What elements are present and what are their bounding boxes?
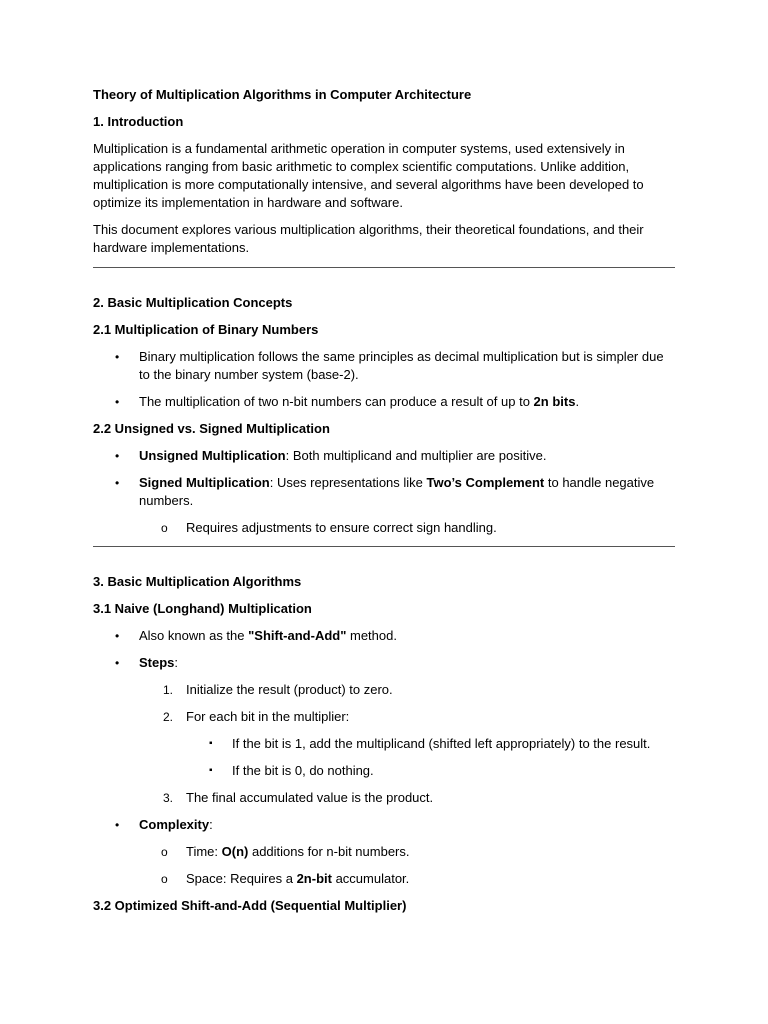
intro-paragraph-2: This document explores various multiplication algorithms, their theoretical foundations, and their hardware implementations. <box>93 222 644 255</box>
list-item: • The multiplication of two n-bit numbers can produce a result of up to 2n bits. <box>115 394 580 409</box>
step-number: 3. <box>163 791 174 805</box>
list-item: • Unsigned Multiplication: Both multiplicand and multiplier are positive. <box>115 448 547 463</box>
list-item: o Requires adjustments to ensure correct sign handling. <box>161 520 497 535</box>
list-item: o Space: Requires a 2n-bit accumulator. <box>161 871 410 886</box>
list-item: • Signed Multiplication: Uses representations like Two’s Complement to handle negative numbers. <box>115 475 655 508</box>
list-item: • Complexity: <box>115 817 213 832</box>
bullet-icon: • <box>115 395 120 409</box>
list-item: • Also known as the "Shift-and-Add" method. <box>115 628 397 643</box>
step-number: 1. <box>163 683 174 697</box>
intro-paragraph-1: Multiplication is a fundamental arithmetic operation in computer systems, used extensively in applications ranging from basic arithmetic to complex scientific computations. Unlike addition, multiplication is more computationally intensive, and several algorithms have been developed to optimize its implementation in hardware and software. <box>93 141 644 210</box>
sub-bullet-icon: o <box>161 872 168 886</box>
square-bullet-icon: ▪ <box>209 738 213 749</box>
sub-bullet-icon: o <box>161 521 168 535</box>
heading-basic-concepts: 2. Basic Multiplication Concepts <box>93 295 293 310</box>
section-divider <box>93 267 675 268</box>
section-divider <box>93 546 675 547</box>
list-item: ▪ If the bit is 1, add the multiplicand (shifted left appropriately) to the result. <box>209 736 651 751</box>
document-title: Theory of Multiplication Algorithms in Computer Architecture <box>93 87 472 102</box>
heading-unsigned-vs-signed: 2.2 Unsigned vs. Signed Multiplication <box>93 421 330 436</box>
numbered-step: 3. The final accumulated value is the product. <box>163 790 434 805</box>
heading-basic-algorithms: 3. Basic Multiplication Algorithms <box>93 574 302 589</box>
heading-naive-multiplication: 3.1 Naive (Longhand) Multiplication <box>93 601 312 616</box>
list-item: • Binary multiplication follows the same principles as decimal multiplication but is simpler due to the binary number system (base-2). <box>115 349 664 382</box>
step-number: 2. <box>163 710 174 724</box>
heading-optimized-shift-add: 3.2 Optimized Shift-and-Add (Sequential Multiplier) <box>93 898 407 913</box>
bullet-icon: • <box>115 449 120 463</box>
list-item: • Steps: <box>115 655 179 670</box>
sub-bullet-icon: o <box>161 845 168 859</box>
heading-binary-numbers: 2.1 Multiplication of Binary Numbers <box>93 322 319 337</box>
heading-introduction: 1. Introduction <box>93 114 184 129</box>
bullet-icon: • <box>115 656 120 670</box>
bullet-icon: • <box>115 818 120 832</box>
list-item: o Time: O(n) additions for n-bit numbers. <box>161 844 410 859</box>
square-bullet-icon: ▪ <box>209 765 213 776</box>
numbered-step: 2. For each bit in the multiplier: <box>163 709 350 724</box>
document-body <box>93 86 675 915</box>
numbered-step: 1. Initialize the result (product) to zero. <box>163 682 393 697</box>
list-item: ▪ If the bit is 0, do nothing. <box>209 763 374 778</box>
bullet-icon: • <box>115 629 120 643</box>
bullet-icon: • <box>115 350 120 364</box>
bullet-icon: • <box>115 476 120 490</box>
